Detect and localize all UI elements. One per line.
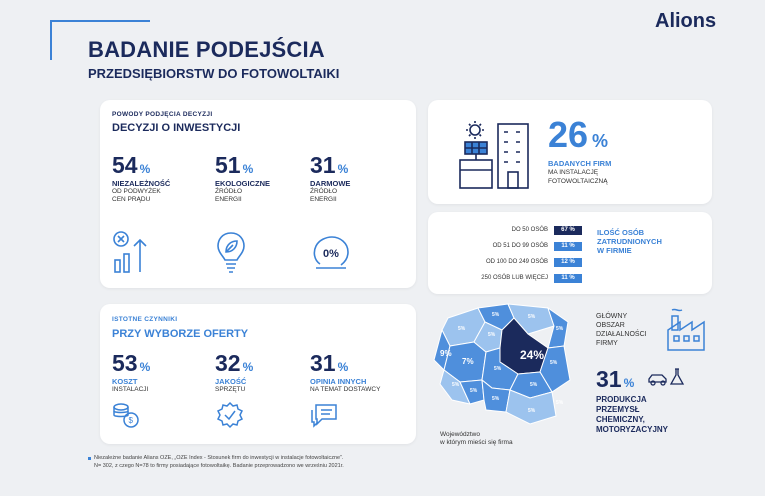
- installs-label: BADANYCH FIRM: [548, 159, 612, 168]
- employees-row-label: DO 50 OSÓB: [511, 227, 548, 233]
- factory-icon: [666, 308, 710, 352]
- installs-value-wrap: [548, 114, 608, 156]
- map-region-value: 5%: [528, 408, 536, 414]
- reason-unit: %: [242, 162, 254, 176]
- map-region-value: 5%: [556, 326, 564, 332]
- employees-row-bar: 12 %: [554, 258, 582, 267]
- page-subtitle: PRZEDSIĘBIORSTW DO FOTOWOLTAIKI: [88, 66, 340, 81]
- reason-value: 51: [215, 152, 241, 178]
- area-title2: PRZEMYSŁ: [596, 405, 640, 414]
- installs-sub1: MA INSTALACJĘ: [548, 169, 599, 176]
- installs-unit: %: [592, 131, 609, 151]
- eco-bulb-icon: [215, 230, 247, 274]
- map-region-value: 5%: [550, 360, 558, 366]
- offer-label: JAKOŚĆ: [215, 377, 247, 386]
- employees-title3: W FIRMIE: [597, 246, 632, 255]
- reason-unit: %: [139, 162, 151, 176]
- map-region-value: 5%: [530, 382, 538, 388]
- reason-unit: %: [337, 162, 349, 176]
- offer-item-cost: [112, 350, 150, 394]
- map-region-value: 5%: [528, 314, 536, 320]
- area-value: 31: [596, 366, 622, 392]
- footnote-line1: Niezależne badanie Alians OZE, „OZE Index - Stosunek firm do inwestycji w instalacje fotowoltaiczne”.: [94, 455, 344, 461]
- map-region-value: 7%: [462, 357, 474, 366]
- employees-title2: ZATRUDNIONYCH: [597, 237, 662, 246]
- offer-value: 32: [215, 350, 241, 376]
- offer-title: PRZY WYBORZE OFERTY: [112, 328, 249, 340]
- employees-row-bar: 67 %: [554, 226, 582, 235]
- installs-value: 26: [548, 114, 589, 155]
- offer-sub: INSTALACJI: [112, 386, 149, 393]
- reason-sub: CEN PRĄDU: [112, 196, 151, 203]
- offer-unit: %: [242, 360, 254, 374]
- map-region-value: 5%: [458, 326, 466, 332]
- area-title3: CHEMICZNY,: [596, 415, 645, 424]
- reason-label: DARMOWE: [310, 179, 351, 188]
- reasons-card: [100, 100, 416, 288]
- area-unit: %: [623, 376, 635, 390]
- page-title: BADANIE PODEJŚCIA: [88, 37, 325, 62]
- reason-item-free-energy: [310, 152, 350, 204]
- reasons-small-label: POWODY PODJĘCIA DECYZJI: [112, 111, 213, 118]
- solar-building-icon: [458, 120, 534, 190]
- svg-text:$: $: [128, 416, 133, 425]
- reason-sub: ENERGII: [215, 196, 242, 203]
- map-region-value: 5%: [470, 388, 478, 394]
- svg-text:0%: 0%: [323, 248, 339, 260]
- employees-row-label: OD 100 DO 249 OSÓB: [485, 259, 548, 265]
- employees-row-bar: 11 %: [554, 274, 582, 283]
- reason-sub: ENERGII: [310, 196, 337, 203]
- employees-row-label: 250 OSÓB LUB WIĘCEJ: [481, 275, 548, 281]
- map-region-value: 5%: [488, 332, 496, 338]
- employees-row-label: OD 51 DO 99 OSÓB: [492, 243, 548, 249]
- employees-row-bar: 11 %: [554, 242, 582, 251]
- offer-unit: %: [337, 360, 349, 374]
- area-title4: MOTORYZACYJNY: [596, 425, 669, 434]
- area-value-wrap: [596, 366, 634, 393]
- map-region-value: 5%: [492, 312, 500, 318]
- offer-item-opinion: [310, 350, 380, 394]
- offer-unit: %: [139, 360, 151, 374]
- reason-value: 31: [310, 152, 336, 178]
- offer-small-label: ISTOTNE CZYNNIKI: [112, 316, 178, 323]
- offer-label: KOSZT: [112, 377, 138, 386]
- offer-card: [100, 304, 416, 444]
- area-label2: OBSZAR: [596, 322, 625, 329]
- offer-value: 53: [112, 350, 138, 376]
- map-caption2: w którym mieści się firma: [440, 439, 513, 446]
- offer-item-quality: [215, 350, 253, 394]
- coins-icon: [112, 402, 140, 428]
- flask-icon: [670, 368, 684, 386]
- map-region-value: 5%: [494, 366, 502, 372]
- zero-percent-badge-icon: [310, 230, 354, 274]
- reason-label: NIEZALEŻNOŚĆ: [112, 179, 171, 188]
- reason-label: EKOLOGICZNE: [215, 179, 271, 188]
- installs-card: [428, 100, 712, 204]
- offer-sub: SPRZĘTU: [215, 386, 246, 393]
- offer-sub: NA TEMAT DOSTAWCY: [310, 386, 381, 393]
- offer-label: OPINIA INNYCH: [310, 377, 367, 386]
- employees-card: [428, 212, 712, 294]
- footnote-line2: N= 302, z czego N=78 to firmy posiadające fotowoltaikę. Badanie przeprowadzono we wrześniu 2021r.: [94, 463, 344, 469]
- speech-bubble-icon: [310, 402, 338, 428]
- map-caption1: Województwo: [440, 431, 480, 438]
- reason-sub: ŹRÓDŁO: [215, 188, 243, 195]
- map-region-value: 5%: [556, 400, 564, 406]
- map-region-value: 5%: [492, 396, 500, 402]
- area-title1: PRODUKCJA: [596, 395, 647, 404]
- footnote-marker: [88, 457, 91, 460]
- quality-badge-icon: [217, 402, 243, 428]
- reason-item-independence: [112, 152, 170, 204]
- map-region-value: 9%: [440, 349, 452, 358]
- reasons-title: DECYZJI O INWESTYCJI: [112, 122, 241, 134]
- frame-line-top: [50, 20, 150, 22]
- employees-title1: ILOŚĆ OSÓB: [597, 228, 645, 237]
- area-label3: DZIAŁALNOŚCI: [596, 331, 647, 338]
- reason-sub: ŹRÓDŁO: [310, 188, 338, 195]
- area-label4: FIRMY: [596, 340, 618, 347]
- reason-value: 54: [112, 152, 138, 178]
- installs-sub2: FOTOWOLTAICZNĄ: [548, 178, 608, 185]
- reason-item-ecology: [215, 152, 270, 204]
- map-value-highlight: 24%: [520, 348, 545, 362]
- price-up-chart-icon: [112, 230, 152, 274]
- offer-value: 31: [310, 350, 336, 376]
- car-icon: [648, 372, 668, 386]
- map-region-value: 5%: [452, 382, 460, 388]
- reason-sub: OD PODWYŻEK: [112, 188, 161, 195]
- area-label1: GŁÓWNY: [596, 313, 628, 320]
- frame-line-left: [50, 20, 52, 60]
- brand-logo: Alions: [655, 10, 717, 32]
- poland-map: [430, 300, 580, 430]
